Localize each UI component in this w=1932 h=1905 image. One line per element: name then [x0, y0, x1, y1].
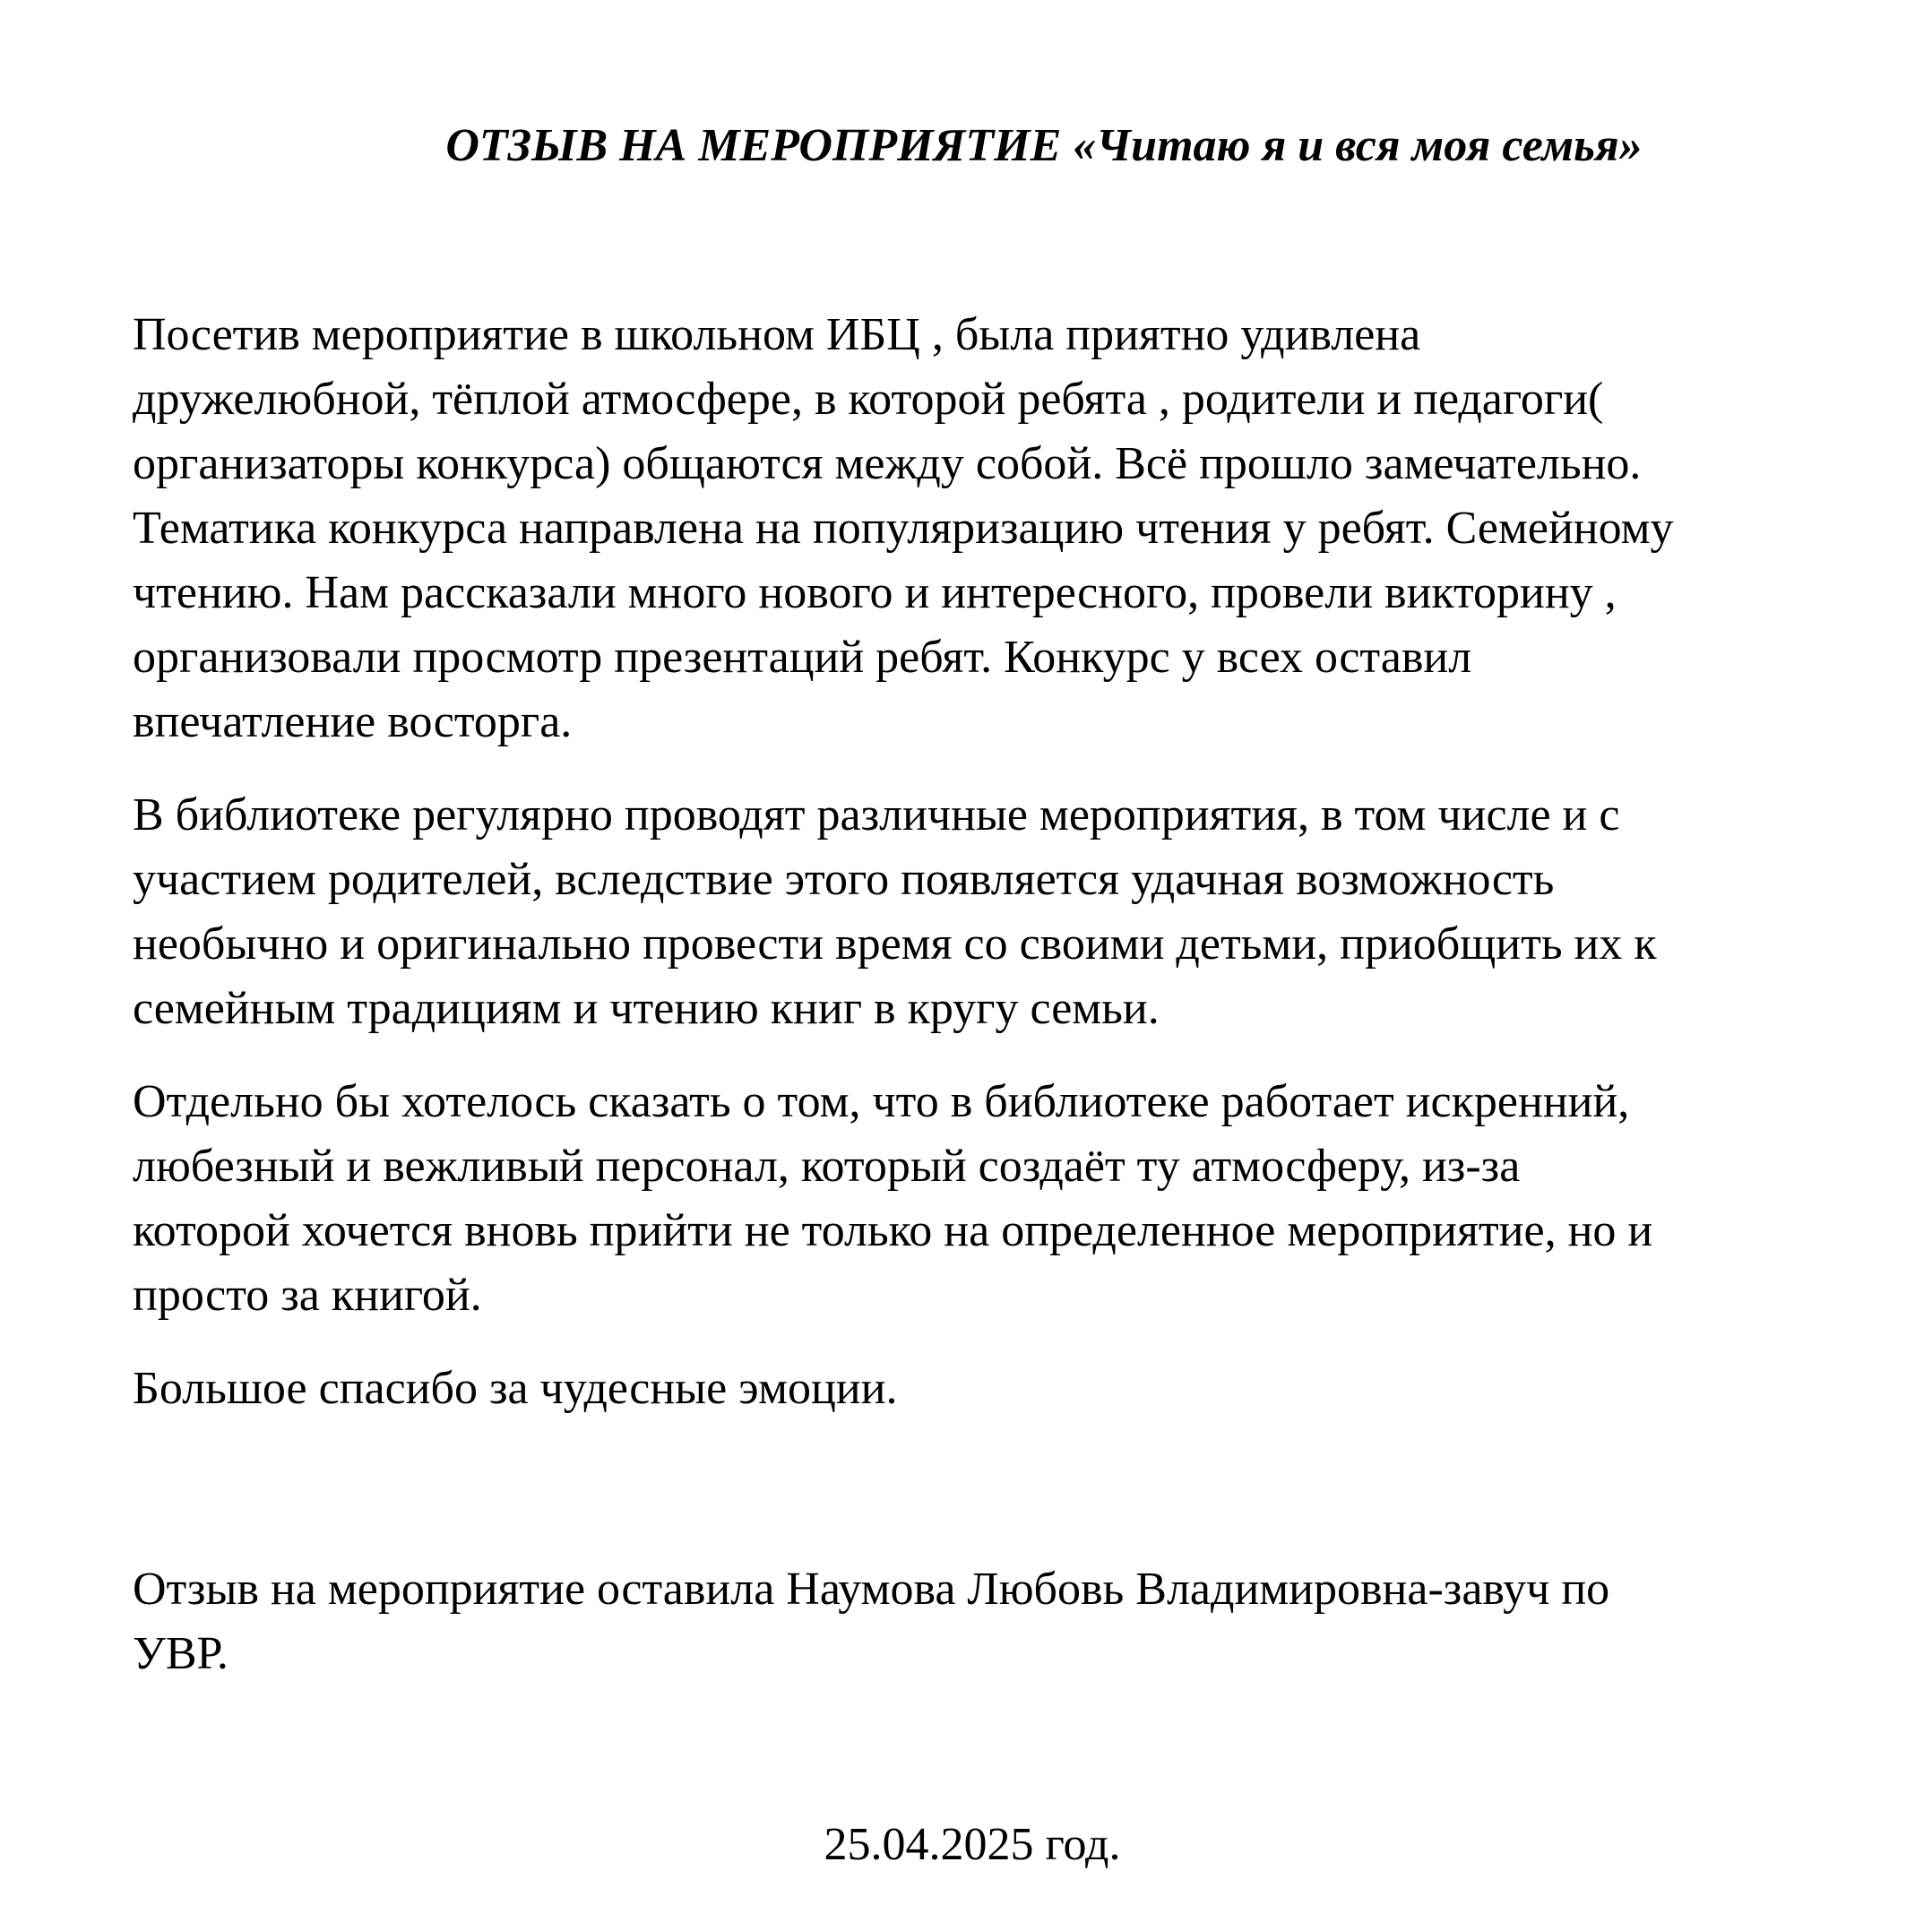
text-line: семейным традициям и чтению книг в кругу семьи.	[133, 983, 1160, 1034]
text-line: просто за книгой.	[133, 1270, 482, 1321]
text-line: Отдельно бы хотелось сказать о том, что в библиотеке работает искренний,	[133, 1076, 1630, 1127]
text-line: В библиотеке регулярно проводят различные мероприятия, в том числе и с	[133, 789, 1620, 840]
paragraph-library-events	[133, 783, 1889, 1041]
signature-line: УВР.	[133, 1628, 229, 1679]
text-line: организаторы конкурса) общаются между собой. Всё прошло замечательно.	[133, 438, 1642, 489]
paragraph-staff	[133, 1070, 1889, 1328]
text-line: любезный и вежливый персонал, который создаёт ту атмосферу, из-за	[133, 1141, 1521, 1192]
text-line: участием родителей, вследствие этого появляется удачная возможность	[133, 854, 1555, 905]
text-line: дружелюбной, тёплой атмосфере, в которой ребята , родители и педагоги(	[133, 374, 1604, 425]
text-line: Большое спасибо за чудесные эмоции.	[133, 1363, 898, 1414]
text-line: организовали просмотр презентаций ребят. Конкурс у всех оставил	[133, 632, 1472, 683]
text-line: Посетив мероприятие в школьном ИБЦ , была приятно удивлена	[133, 309, 1421, 360]
document-title: ОТЗЫВ НА МЕРОПРИЯТИЕ «Читаю я и вся моя семья»	[445, 120, 1643, 171]
text-line: чтению. Нам рассказали много нового и интересного, провели викторину ,	[133, 567, 1617, 618]
text-line: которой хочется вновь прийти не только на определенное мероприятие, но и	[133, 1205, 1653, 1256]
paragraph-thanks	[133, 1357, 1889, 1421]
signature-block	[133, 1557, 1889, 1686]
paragraph-event-impressions	[133, 303, 1889, 754]
text-line: впечатление восторга.	[133, 696, 573, 747]
signature-line: Отзыв на мероприятие оставила Наумова Любовь Владимировна-завуч по	[133, 1564, 1610, 1615]
text-line: Тематика конкурса направлена на популяризацию чтения у ребят. Семейному	[133, 503, 1674, 554]
document-date: 25.04.2025 год.	[824, 1819, 1121, 1870]
document-body	[133, 303, 1889, 1450]
text-line: необычно и оригинально провести время со своими детьми, приобщить их к	[133, 918, 1657, 970]
